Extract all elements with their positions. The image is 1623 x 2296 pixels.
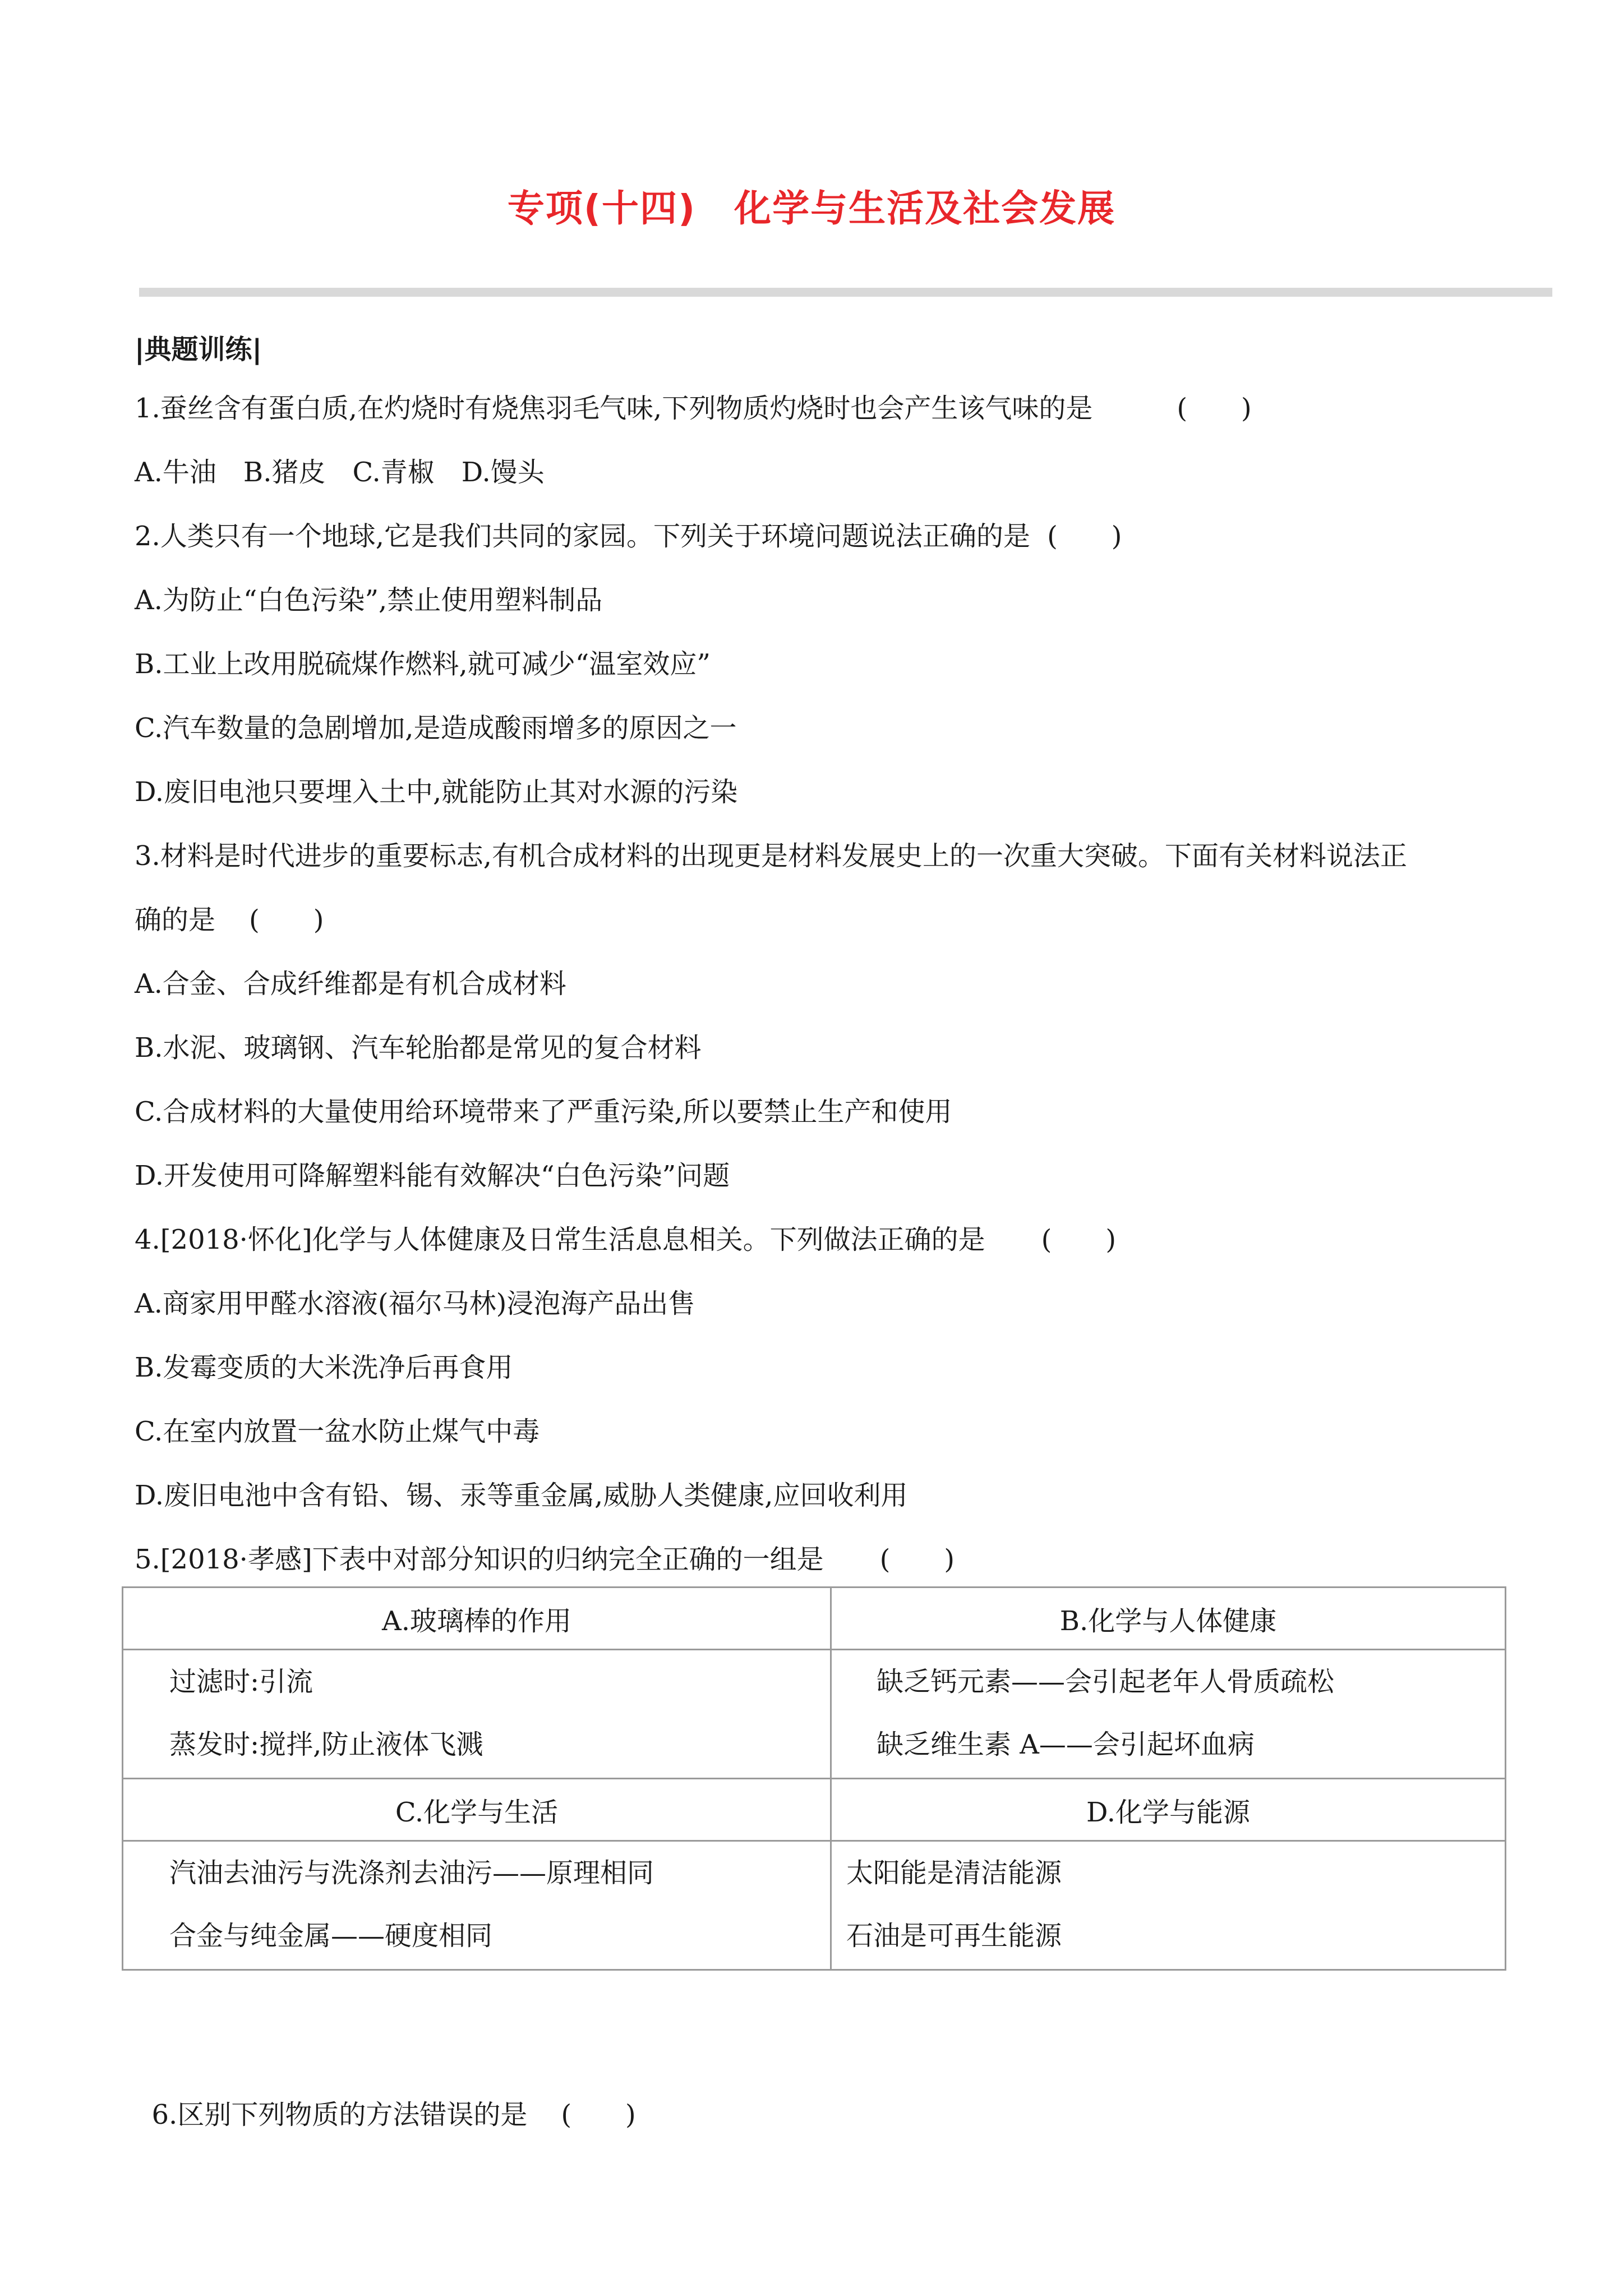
question-line	[135, 1351, 513, 1384]
question-text: A.牛油 B.猪皮 C.青椒 D.馒头	[135, 457, 545, 488]
table-cell-b	[831, 1650, 1506, 1779]
question-text: 5.[2018·孝感]下表中对部分知识的归纳完全正确的一组是	[135, 1544, 824, 1575]
table-item: 汽油去油污与洗涤剂去油污——原理相同	[169, 1857, 654, 1889]
question-line	[135, 519, 1122, 553]
question-text: B.工业上改用脱硫煤作燃料,就可减少“温室效应”	[135, 648, 711, 680]
table-header-d: D.化学与能源	[831, 1779, 1506, 1841]
question-text: 1.蚕丝含有蛋白质,在灼烧时有烧焦羽毛气味,下列物质灼烧时也会产生该气味的是	[135, 393, 1093, 424]
question-line	[135, 775, 737, 809]
question-text: B.水泥、玻璃钢、汽车轮胎都是常见的复合材料	[135, 1032, 702, 1064]
question-text: C.在室内放置一盆水防止煤气中毒	[135, 1416, 540, 1447]
question-line	[135, 1223, 1116, 1257]
answer-blank: ( )	[879, 1544, 955, 1575]
question-line	[135, 1159, 730, 1193]
question-text: C.合成材料的大量使用给环境带来了严重污染,所以要禁止生产和使用	[135, 1096, 952, 1128]
table-item: 合金与纯金属——硬度相同	[169, 1920, 493, 1952]
table-item: 缺乏钙元素——会引起老年人骨质疏松	[877, 1666, 1335, 1697]
question-text: A.合金、合成纤维都是有机合成材料	[135, 968, 566, 1000]
question-line	[135, 1287, 695, 1320]
question-6	[135, 2064, 636, 2132]
question-text: 确的是	[135, 904, 216, 936]
page-title: 专项(十四) 化学与生活及社会发展	[507, 187, 1116, 230]
table-item: 缺乏维生素 A——会引起坏血病	[877, 1729, 1255, 1760]
question-line	[135, 647, 711, 681]
table-header-b: B.化学与人体健康	[831, 1588, 1506, 1650]
question-line	[135, 903, 324, 937]
question-text: 6.区别下列物质的方法错误的是	[151, 2099, 528, 2131]
question-text: 3.材料是时代进步的重要标志,有机合成材料的出现更是材料发展史上的一次重大突破。下面有关材料说法正	[135, 840, 1408, 872]
question-line	[135, 1543, 955, 1576]
question-line	[135, 1415, 540, 1448]
answer-blank: ( )	[249, 904, 324, 936]
table-header-c: C.化学与生活	[123, 1779, 831, 1841]
title-divider	[139, 288, 1552, 297]
question-text: D.废旧电池只要埋入土中,就能防止其对水源的污染	[135, 776, 738, 808]
answer-blank: ( )	[1177, 393, 1252, 424]
question-text: A.为防止“白色污染”,禁止使用塑料制品	[135, 585, 603, 616]
question-text: D.废旧电池中含有铅、锡、汞等重金属,威胁人类健康,应回收利用	[135, 1480, 908, 1511]
question-text: 2.人类只有一个地球,它是我们共同的家园。下列关于环境问题说法正确的是	[135, 521, 1031, 552]
question-line	[135, 455, 545, 489]
question-line	[135, 1031, 702, 1065]
question-text: C.汽车数量的急剧增加,是造成酸雨增多的原因之一	[135, 712, 737, 744]
table-cell-d	[831, 1841, 1506, 1970]
question-text: D.开发使用可降解塑料能有效解决“白色污染”问题	[135, 1160, 730, 1191]
table-item: 石油是可再生能源	[846, 1920, 1062, 1952]
section-label: |典题训练|	[135, 334, 262, 365]
question-line	[135, 711, 737, 745]
table-cell-c	[123, 1841, 831, 1970]
question-text: B.发霉变质的大米洗净后再食用	[135, 1352, 513, 1383]
question-text: 4.[2018·怀化]化学与人体健康及日常生活息息相关。下列做法正确的是	[135, 1224, 985, 1255]
question-line	[135, 583, 602, 617]
question-line	[135, 967, 566, 1001]
answer-blank: ( )	[561, 2099, 636, 2131]
table-item: 过滤时:引流	[169, 1666, 313, 1697]
question-line	[135, 839, 1407, 873]
table-cell-a	[123, 1650, 831, 1779]
question-line	[135, 1479, 908, 1512]
question-text: A.商家用甲醛水溶液(福尔马林)浸泡海产品出售	[135, 1288, 695, 1319]
knowledge-table	[122, 1586, 1506, 1971]
table-header-a: A.玻璃棒的作用	[123, 1588, 831, 1650]
table-item: 蒸发时:搅拌,防止液体飞溅	[169, 1729, 483, 1760]
question-line	[135, 392, 1252, 425]
table-item: 太阳能是清洁能源	[846, 1857, 1062, 1889]
answer-blank: ( )	[1047, 521, 1122, 552]
question-line	[135, 1095, 952, 1129]
answer-blank: ( )	[1041, 1224, 1117, 1255]
